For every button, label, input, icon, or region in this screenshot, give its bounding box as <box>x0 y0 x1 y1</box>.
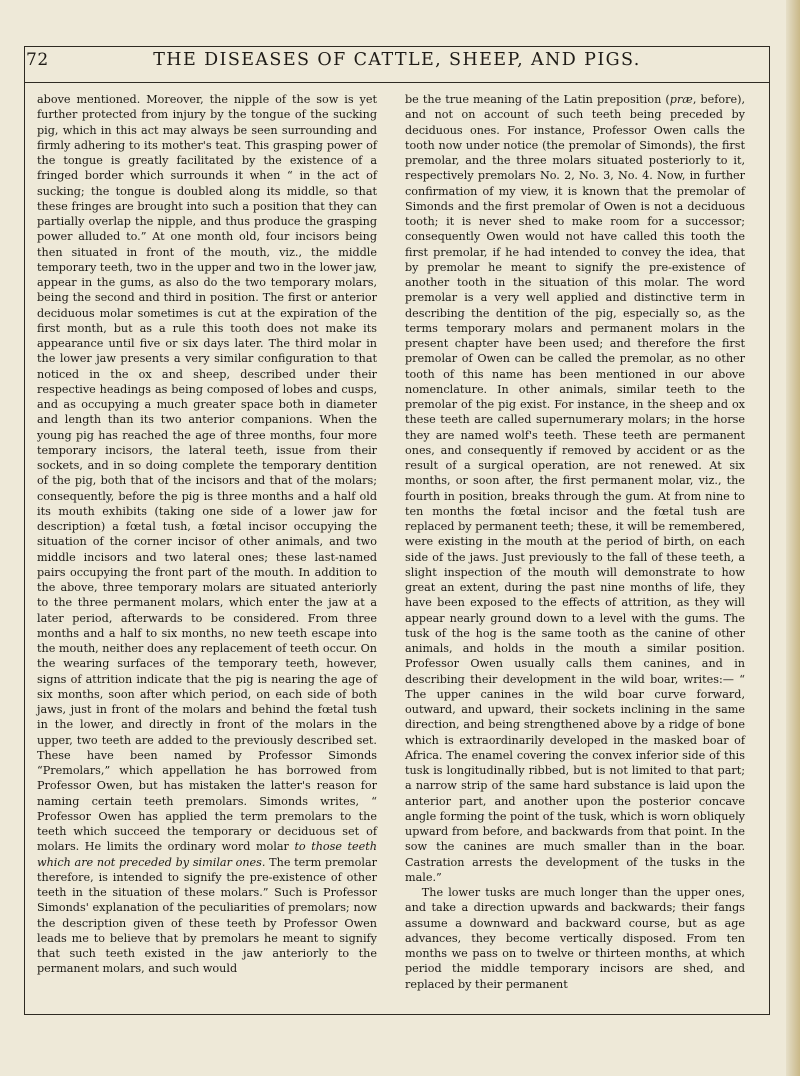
frame-left-rule <box>24 46 25 1014</box>
text-run: The lower tusks are much longer than the upper ones, and take a direction upwards and backwards; their fangs assume a downward and backward course, but as age advances, they become vertically disposed. From ten months we pass on to twelve or thirteen months, at which period the middle temporary incisors are shed, and replaced by their permanent <box>405 886 745 991</box>
italic-text-run: to those teeth which are not preceded by similar ones. <box>37 840 377 869</box>
text-run: be the true meaning of the Latin preposition ( <box>405 93 670 106</box>
text-run: above mentioned. Moreover, the nipple of the sow is yet further protected from injury by the tongue of the sucking pig, which in this act may always be seen surrounding and firmly adhering to its mother's teat. This grasping power of the tongue is greatly facilitated by the existence of a fringed border which surrounds it when “ in the act of sucking; the tongue is doubled along its middle, so that these fringes are brought into such a position that they can partially overlap the nipple, and thus produce the grasping power alluded to.” At one month old, four incisors being then situated in front of the mouth, viz., the middle temporary teeth, two in the upper and two in the lower jaw, appear in the gums, as also do the two temporary molars, being the second and third in position. The first or anterior deciduous molar sometimes is cut at the expiration of the first month, but as a rule this tooth does not make its appearance until five or six days later. The third molar in the lower jaw presents a very similar configuration to that noticed in the ox and sheep, described under their respective headings as being composed of lobes and cusps, and as occupying a much greater space both in diameter and length than its two anterior companions. When the young pig has reached the age of three months, four more temporary incisors, the lateral teeth, issue from their sockets, and in so doing complete the temporary dentition of the pig, both that of the incisors and that of the molars; consequently, before the pig is three months and a half old its mouth exhibits (taking one side of a lower jaw for description) a fœtal tush, a fœtal incisor occupying the situation of the corner incisor of other animals, and two middle incisors and two lateral ones; these last-named pairs occupying the front part of the mouth. In addition to the above, three temporary molars are situated anteriorly to the three permanent molars, which enter the jaw at a later period, afterwards to be considered. From three months and a half to six months, no new teeth escape into the mouth, neither does any replacement of teeth occur. On the wearing surfaces of the temporary teeth, however, signs of attrition indicate that the pig is nearing the age of six months, soon after which period, on each side of both jaws, just in front of the molars and behind the fœtal tush in the lower, and directly in front of the molars in the upper, two teeth are added to the previously described set. These have been named by Professor Simonds “Premolars,” which appellation he has borrowed from Professor Owen, but has mistaken the latter's reason for naming certain teeth premolars. Simonds writes, “ Professor Owen has applied the term premolars to the teeth which succeed the temporary or deciduous set of molars. He limits the ordinary word molar <box>37 93 377 854</box>
running-title: THE DISEASES OF CATTLE, SHEEP, AND PIGS. <box>153 50 641 70</box>
italic-text-run: præ <box>669 93 693 106</box>
body-paragraph <box>37 92 377 977</box>
header-rule <box>24 82 770 83</box>
text-run: , before), and not on account of such teeth being preceded by deciduous ones. For instance, Professor Owen calls the tooth now under notice (the premolar of Simonds), the first premolar, and the three molars situated posteriorly to it, respectively premolars No. 2, No. 3, No. 4. Now, in further confirmation of my view, it is known that the premolar of Simonds and the first premolar of Owen is not a deciduous tooth; it is never shed to make room for a successor; consequently Owen would not have called this tooth the first premolar, if he had intended to convey the idea, that by premolar he meant to signify the pre-existence of another tooth in the situation of this molar. The word premolar is a very well applied and distinctive term in describing the dentition of the pig, especially so, as the terms temporary molars and permanent molars in the present chapter have been used; and therefore the first premolar of Owen can be called the premolar, as no other tooth of this name has been mentioned in our above nomenclature. In other animals, similar teeth to the premolar of the pig exist. For instance, in the sheep and ox these teeth are called supernumerary molars; in the horse they are named wolf's teeth. These teeth are permanent ones, and consequently if removed by accident or as the result of a surgical operation, are not renewed. At six months, or soon after, the first permanent molar, viz., the fourth in position, breaks through the gum. At from nine to ten months the fœtal incisor and the fœtal tush are replaced by permanent teeth; these, it will be remembered, were existing in the mouth at the period of birth, on each side of the jaws. Just previously to the fall of these teeth, a slight inspection of the mouth will demonstrate to how great an extent, during the past nine months of life, they have been exposed to the effects of attrition, as they will appear nearly ground down to a level with the gums. The tusk of the hog is the same tooth as the canine of other animals, and holds in the mouth a similar position. Professor Owen usually calls them canines, and in describing their development in the wild boar, writes:— “ The upper canines in the wild boar curve forward, outward, and upward, their sockets inclining in the same direction, and being strengthened above by a ridge of bone which is extraordinarily developed in the masked boar of Africa. The enamel covering the convex inferior side of this tusk is longitudinally ribbed, but is not limited to that part; a narrow strip of the same hard substance is laid upon the anterior part, and another upon the posterior concave angle forming the point of the tusk, which is worn obliquely upward from before, and backwards from that point. In the sow the canines are much smaller than in the boar. Castration arrests the development of the tusks in the male.” <box>405 93 746 884</box>
text-column-right <box>405 92 745 992</box>
frame-top-rule <box>24 46 770 47</box>
body-paragraph <box>405 885 745 992</box>
text-column-left <box>37 92 377 977</box>
body-paragraph <box>405 92 745 885</box>
running-head <box>24 48 770 78</box>
text-run: The term premolar therefore, is intended to signify the pre-existence of other teeth in the situation of these molars.” Such is Professor Simonds' explanation of the peculiarities of premolars; now the description given of these teeth by Professor Owen leads me to believe that by premolars he meant to signify that such teeth existed in the jaw anteriorly to the permanent molars, and such would <box>37 855 377 976</box>
book-spine-edge <box>786 0 800 1076</box>
page-number: 72 <box>26 50 49 70</box>
frame-right-rule <box>769 46 770 1014</box>
frame-bottom-rule <box>24 1014 770 1015</box>
